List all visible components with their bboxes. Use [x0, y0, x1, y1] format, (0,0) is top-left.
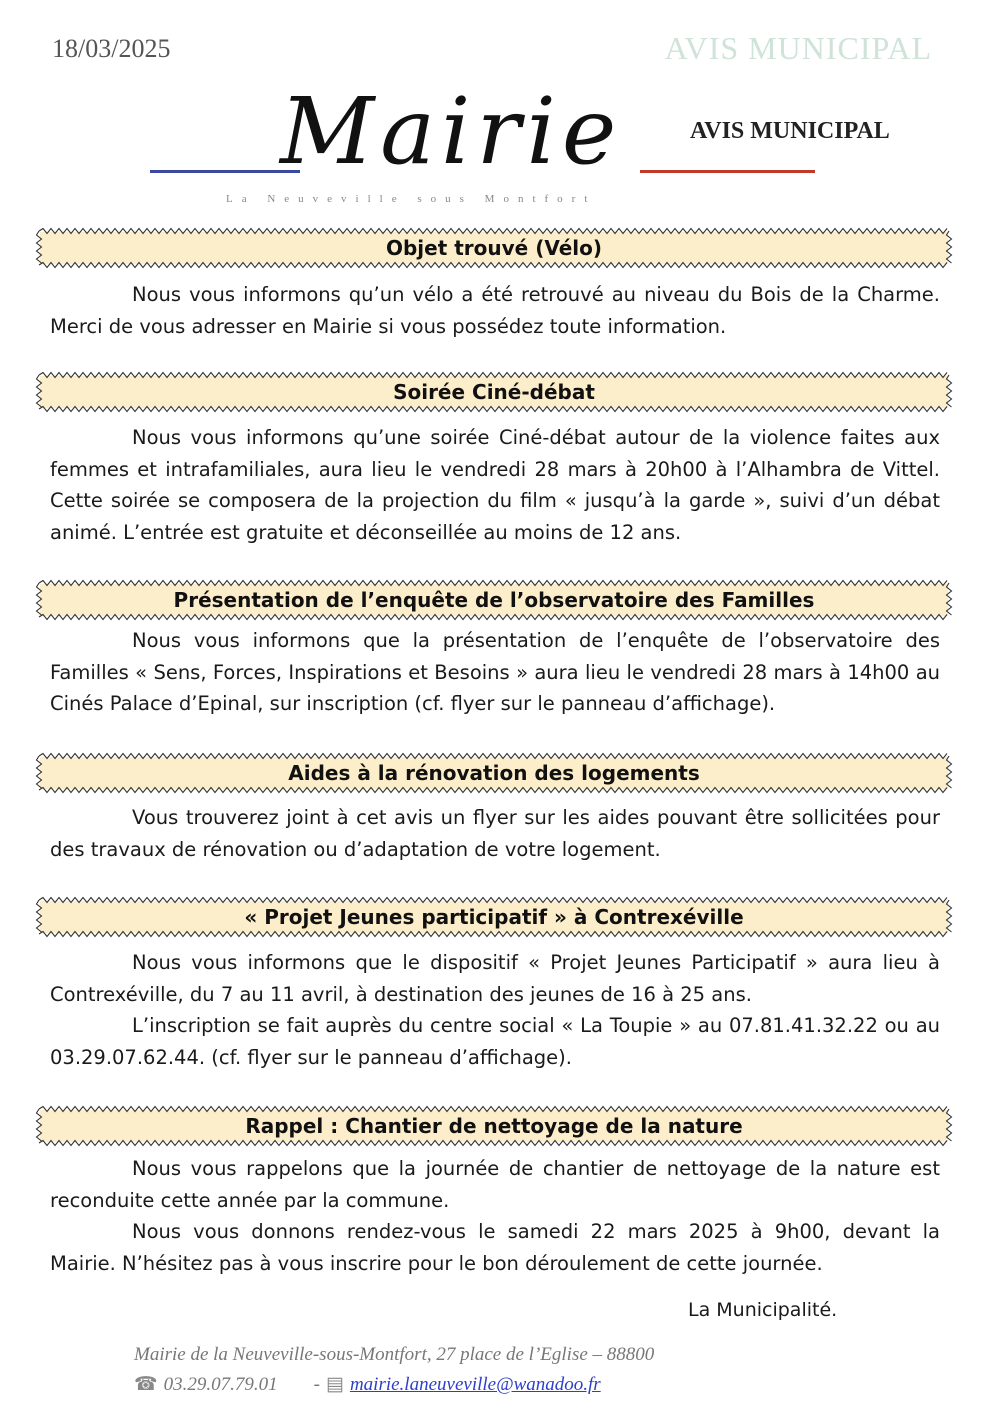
- fax-icon: ▤: [326, 1374, 344, 1395]
- footer-email-link[interactable]: mairie.laneuveville@wanadoo.fr: [349, 1374, 601, 1395]
- section-title: Présentation de l’enquête de l’observatoire des Familles: [173, 588, 815, 612]
- watermark-title: AVIS MUNICIPAL: [664, 30, 932, 66]
- page-heading: AVIS MUNICIPAL: [690, 118, 890, 144]
- phone-icon: ☎: [134, 1374, 158, 1395]
- section-paragraph: Nous vous donnons rendez-vous le samedi 22 mars 2025 à 9h00, devant la Mairie. N’hésitez pas à vous inscrire pour le bon déroulement de cette journée.: [50, 1220, 940, 1275]
- section-paragraph: Nous vous rappelons que la journée de chantier de nettoyage de la nature est reconduite cette année par la commune.: [50, 1157, 940, 1212]
- section-title: Aides à la rénovation des logements: [288, 761, 700, 785]
- section-paragraph: L’inscription se fait auprès du centre social « La Toupie » au 07.81.41.32.22 ou au 03.29.07.62.44. (cf. flyer sur le panneau d’affichage).: [50, 1014, 940, 1069]
- logo-script-text: Mairie: [280, 78, 623, 185]
- logo-blue-line: [150, 170, 300, 173]
- section-paragraph: Nous vous informons que la présentation de l’enquête de l’observatoire des Familles « Sens, Forces, Inspirations et Besoins » aura lieu le vendredi 28 mars à 14h00 au Cinés Palace d’Epinal, sur inscription (cf. flyer sur le panneau d’affichage).: [50, 629, 940, 715]
- logo-red-line: [640, 170, 815, 173]
- section-title: Soirée Ciné-débat: [393, 380, 595, 404]
- signature: La Municipalité.: [688, 1299, 838, 1321]
- footer-separator: -: [313, 1374, 320, 1395]
- footer-phone: 03.29.07.79.01: [163, 1374, 278, 1395]
- section-paragraph: Nous vous informons que le dispositif « Projet Jeunes Participatif » aura lieu à Contrexéville, du 7 au 11 avril, à destination des jeunes de 16 à 25 ans.: [50, 951, 940, 1006]
- footer-address: Mairie de la Neuveville-sous-Montfort, 27 place de l’Eglise – 88800: [134, 1344, 655, 1365]
- notice-date: 18/03/2025: [52, 34, 171, 63]
- mairie-logo: [150, 78, 830, 212]
- section-title: Rappel : Chantier de nettoyage de la nature: [245, 1114, 743, 1138]
- section-paragraph: Nous vous informons qu’un vélo a été retrouvé au niveau du Bois de la Charme. Merci de vous adresser en Mairie si vous possédez toute information.: [50, 283, 940, 338]
- footer: [134, 1340, 654, 1400]
- section-title: Objet trouvé (Vélo): [385, 236, 603, 260]
- logo-subtitle: La Neuveville sous Montfort: [226, 193, 597, 205]
- section-paragraph: Vous trouverez joint à cet avis un flyer sur les aides pouvant être sollicitées pour des travaux de rénovation ou d’adaptation de votre logement.: [50, 806, 940, 861]
- section-paragraph: Nous vous informons qu’une soirée Ciné-débat autour de la violence faites aux femmes et intrafamiliales, aura lieu le vendredi 28 mars à 20h00 à l’Alhambra de Vittel. Cette soirée se composera de la projection du film « jusqu’à la garde », suivi d’un débat animé. L’entrée est gratuite et déconseillée au moins de 12 ans.: [50, 426, 940, 544]
- section-title: « Projet Jeunes participatif » à Contrexéville: [244, 905, 744, 929]
